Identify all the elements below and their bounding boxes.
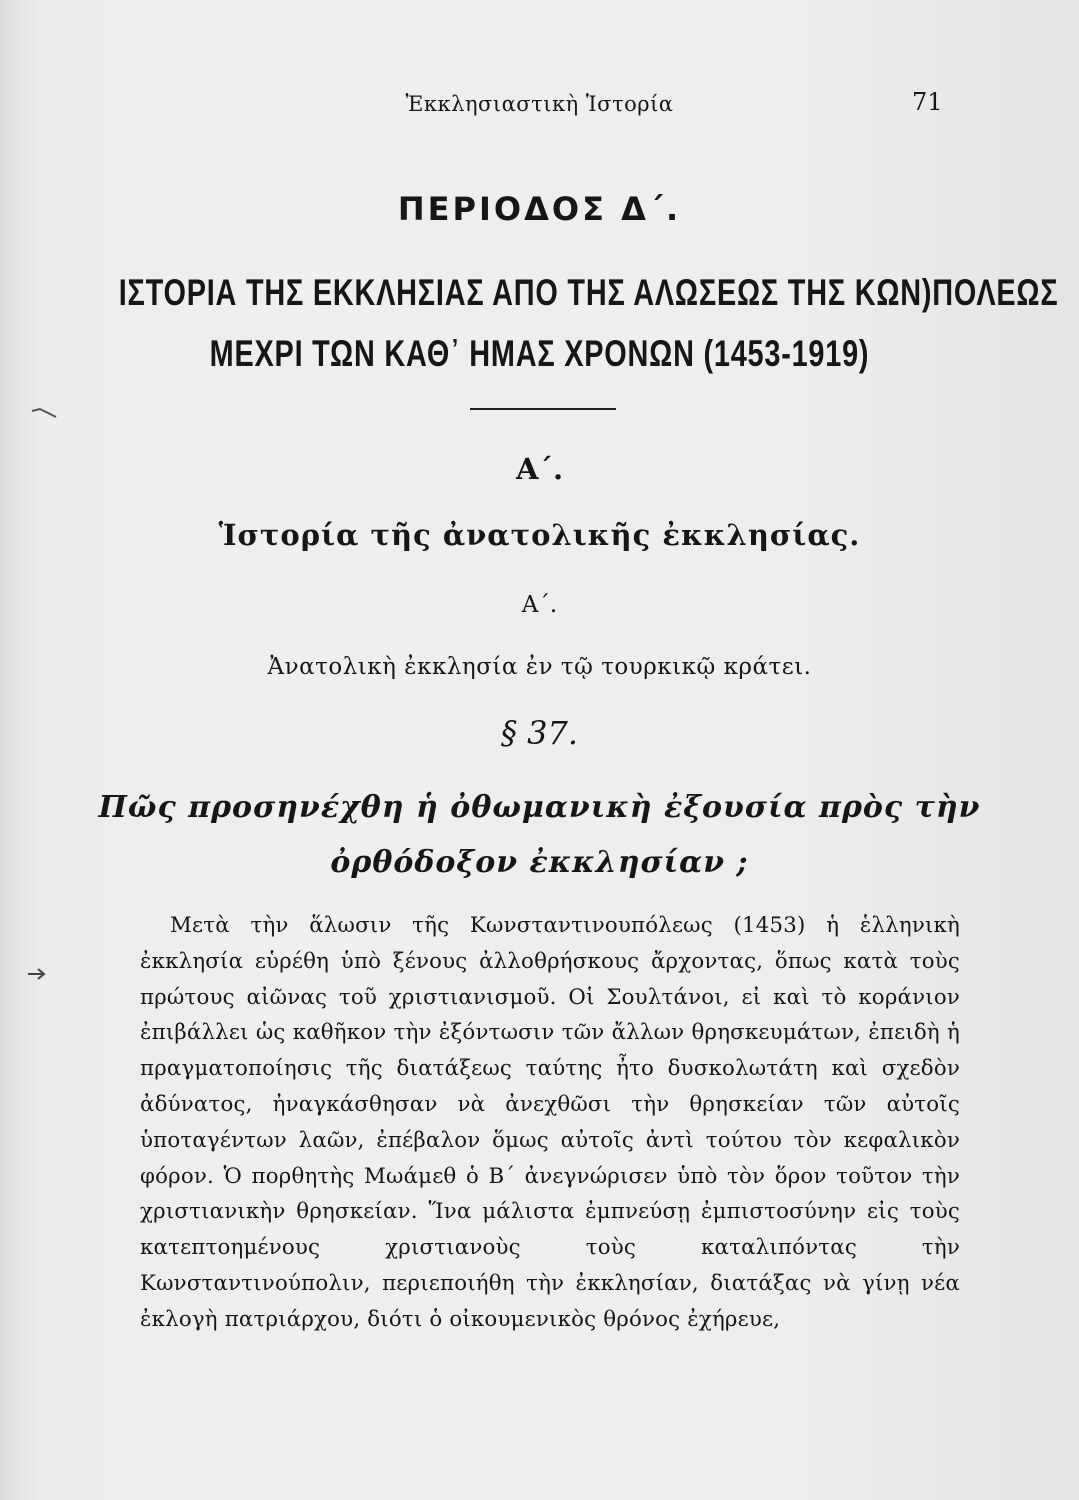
page-number: 71: [912, 88, 943, 116]
title-divider: [470, 408, 616, 410]
running-head: Ἐκκλησιαστικὴ Ἱστορία: [405, 92, 674, 116]
section-number: § 37.: [500, 714, 579, 752]
chapter-title: Ἀνατολικὴ ἐκκλησία ἐν τῷ τουρκικῷ κράτει.: [267, 654, 812, 680]
body-paragraph: Μετὰ τὴν ἅλωσιν τῆς Κωνσταντινουπόλεως (1453) ἡ ἑλληνικὴ ἐκκλησία εὑρέθη ὑπὸ ξένους ἀλλοθρήσκους ἄρχοντας, ὅπως κατὰ τοὺς πρώτους αἰῶνας τοῦ χριστιανισμοῦ. Οἱ Σουλτάνοι, εἰ καὶ τὸ κοράνιον ἐπιβάλλει ὡς καθῆκον τὴν ἐξόντωσιν τῶν ἄλλων θρησκευμάτων, ἐπειδὴ ἡ πραγματοποίησις τῆς διατάξεως ταύτης ἦτο δυσκολωτάτη καὶ σχεδὸν ἀδύνατος, ἠναγκάσθησαν νὰ ἀνεχθῶσι τὴν θρησκείαν τῶν αὐτοῖς ὑποταγέντων λαῶν, ἐπέβαλον ὅμως αὐτοῖς ἀντὶ τούτου τὸν κεφαλικὸν φόρον. Ὁ πορθητὴς Μωάμεθ ὁ Β΄ ἀνεγνώρισεν ὑπὸ τὸν ὅρον τοῦτον τὴν χριστιανικὴν θρησκείαν. Ἵνα μάλιστα ἐμπνεύσῃ ἐμπιστοσύνην εἰς τοὺς κατεπτοημένους χριστιανοὺς τοὺς καταλιπόντας τὴν Κωνσταντινούπολιν, περιεποιήθη τὴν ἐκκλησίαν, διατάξας νὰ γίνῃ νέα ἐκλογὴ πατριάρχου, διότι ὁ οἰκουμενικὸς θρόνος ἐχήρευε,: [140, 913, 960, 1332]
part-numeral: Α΄.: [515, 452, 564, 486]
period-heading: ΠΕΡΙΟΔΟΣ Δ΄.: [397, 190, 682, 228]
part-title: Ἱστορία τῆς ἀνατολικῆς ἐκκλησίας.: [218, 518, 861, 552]
chapter-numeral: Α΄.: [521, 592, 558, 618]
margin-arrow-mark: [26, 966, 48, 982]
margin-smudge: [30, 404, 60, 418]
main-title-line-1: ΙΣΤΟΡΙΑ ΤΗΣ ΕΚΚΛΗΣΙΑΣ ΑΠΟ ΤΗΣ ΑΛΩΣΕΩΣ ΤΗΣ ΚΩΝ)ΠΟΛΕΩΣ: [118, 272, 1059, 313]
arrow-mark-icon: [26, 966, 48, 982]
main-title-line-2: ΜΕΧΡΙ ΤΩΝ ΚΑΘ᾽ ΗΜΑΣ ΧΡΟΝΩΝ (1453-1919): [209, 333, 870, 374]
section-question-line-2: ὀρθόδοξον ἐκκλησίαν ;: [330, 845, 749, 880]
smudge-mark-icon: [30, 405, 60, 419]
section-question-line-1: Πῶς προσηνέχθη ἡ ὀθωμανικὴ ἐξουσία πρὸς τὴν: [98, 790, 981, 825]
